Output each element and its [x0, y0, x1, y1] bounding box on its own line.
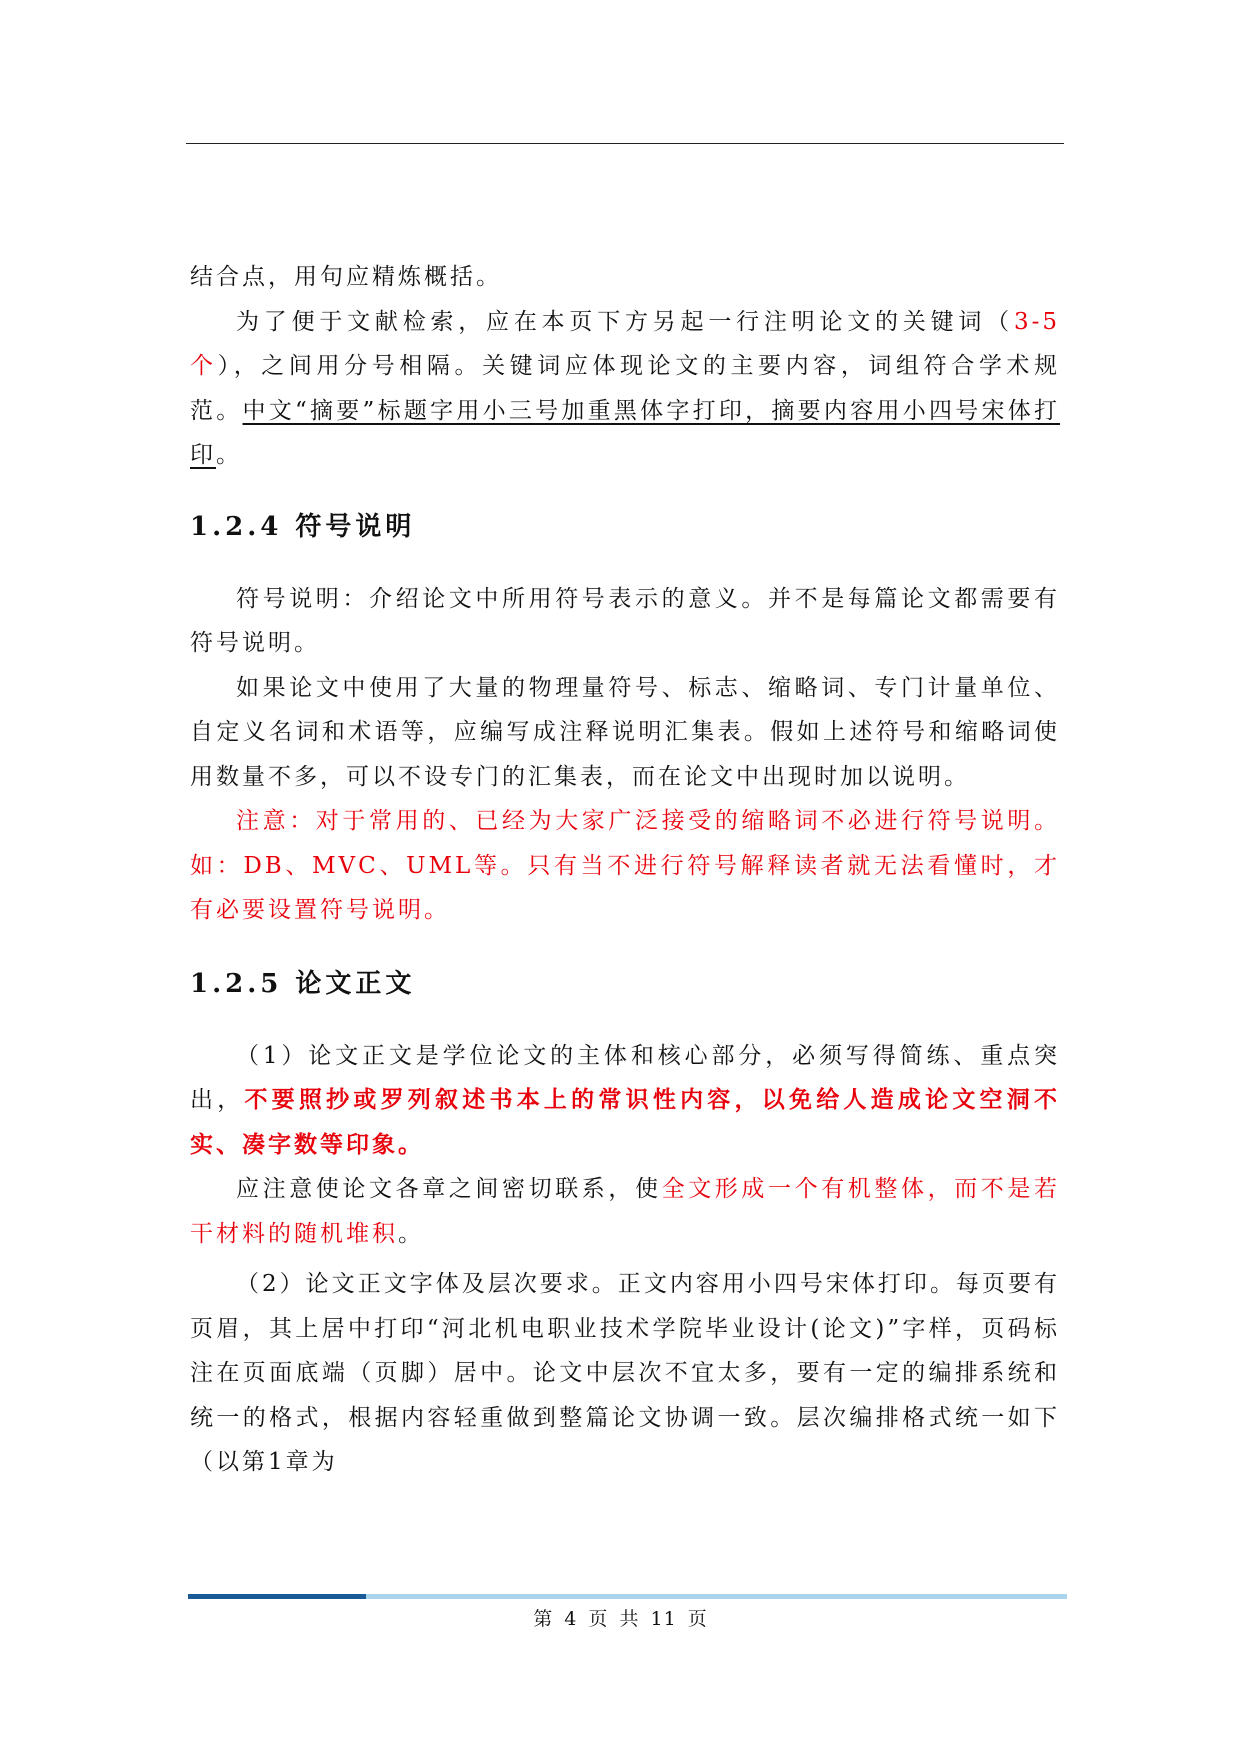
document-body — [190, 255, 1060, 1485]
keywords-text-1: 为了便于文献检索，应在本页下方另起一行注明论文的关键词（ — [236, 308, 1014, 335]
keywords-text-2: ），之间用分号相隔。关键词应体现论文的主要内容，词组符合学术规范。 — [190, 353, 1061, 424]
paragraph-symbol-intro: 符号说明：介绍论文中所用符号表示的意义。并不是每篇论文都需要有符号说明。 — [190, 585, 1060, 656]
paragraph-keywords — [190, 300, 1060, 478]
header-rule — [186, 143, 1064, 144]
footer-bar — [188, 1594, 1067, 1599]
chapter-links-text: 应注意使论文各章之间密切联系，使 — [236, 1176, 662, 1202]
abstract-format-note: 中文“摘要”标题字用小三号加重黑体字打印，摘要内容用小四号宋体打印 — [190, 397, 1060, 468]
paragraph-symbol-table: 如果论文中使用了大量的物理量符号、标志、缩略词、专门计量单位、自定义名词和术语等，应编写成注释说明汇集表。假如上述符号和缩略词使用数量不多，可以不设专门的汇集表，而在论文中出现时加以说明。 — [190, 674, 1060, 790]
section-heading-1-2-5: 1.2.5 论文正文 — [190, 968, 416, 999]
paragraph-abbreviation-note: 注意：对于常用的、已经为大家广泛接受的缩略词不必进行符号说明。如：DB、MVC、UML等。只有当不进行符号解释读者就无法看懂时，才有必要设置符号说明。 — [190, 808, 1060, 923]
paragraph-chapter-links — [190, 1167, 1060, 1256]
body-core-warning: 不要照抄或罗列叙述书本上的常识性内容，以免给人造成论文空洞不实、凑字数等印象。 — [190, 1086, 1061, 1158]
body-core-text: （1）论文正文是学位论文的主体和核心部分，必须写得简练、重点突出， — [190, 1042, 1060, 1113]
footer-bar-accent — [188, 1594, 366, 1599]
chapter-links-emphasis: 全文形成一个有机整体，而不是若干材料的随机堆积 — [190, 1176, 1061, 1247]
paragraph-conclusion-tail: 结合点，用句应精炼概括。 — [190, 264, 502, 290]
section-heading-1-2-4: 1.2.4 符号说明 — [190, 511, 416, 542]
chapter-links-end: 。 — [398, 1220, 424, 1247]
keywords-end: 。 — [216, 442, 242, 468]
paragraph-body-core — [190, 1034, 1060, 1168]
keywords-count: 3-5个 — [190, 308, 1060, 379]
page-number: 第 4 页 共 11 页 — [533, 1608, 708, 1630]
paragraph-font-levels: （2）论文正文字体及层次要求。正文内容用小四号宋体打印。每页要有页眉，其上居中打印“河北机电职业技术学院毕业设计(论文)”字样，页码标注在页面底端（页脚）居中。论文中层次不宜太多，要有一定的编排系统和统一的格式，根据内容轻重做到整篇论文协调一致。层次编排格式统一如下（以第1章为 — [190, 1271, 1060, 1475]
